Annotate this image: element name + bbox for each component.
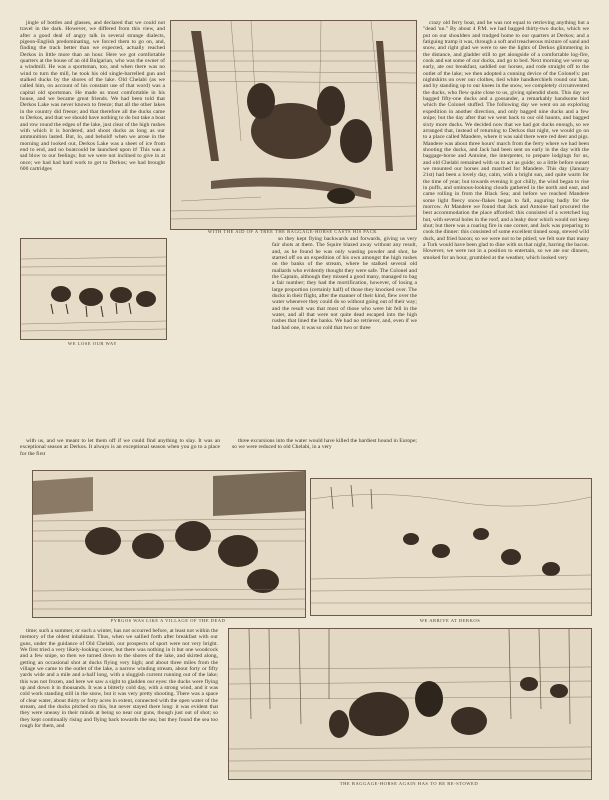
column-3-paragraph: crazy old ferry boat, and he was not equal to retrieving anything but a "dead 'un." By about 4 P.M. we had bagged thirty-two ducks, which we put on our shoulders and trudged home to our quarters at Derkos; and a fatiguing tramp it was, through a soft and treacherous mixture of sand and snow, and right glad we were to see the lights of Derkos glimmering in the distance, and gladder still to get alongside of a comfortable log-fire, cook and eat some of our ducks, and go to bed. Next morning we were up early, ate our breakfast, saddled our horses, and rode straight off to the outlet of the lake; we then adopted a cunning device of the Colonel's: put nightshirts on over our clothes, tied white handkerchiefs round our hats, and by standing up to our knees in the snow, we completely circumvented the ducks, who flew quite close to us, giving splendid shots. This day we bagged fifty-one ducks and a goosander, a remarkably handsome bird which the Colonel stuffed. The following day we went on an exploring expedition in another direction, and only bagged nine ducks and a few snipe; but the day after that we went back to our old haunts, and bagged sixty more ducks. We decided now that we had got ducks enough, so we arranged that, instead of returning to Derkos that night, we would go on to a place called Mandere, where it was said there were red deer and pigs. Mandere was about three hours' march from the ferry where we had been shooting the ducks, and Jack had been sent on early in the day with the baggage-horse and Antoine, the interpreter, to prepare lodgings for us, and old Chelabi remained with us to act as guide; so a little before sunset we mounted our horses and marched for Mandere. This day (January 21st) had been a lovely day, calm, with a bright sun, and quite warm for the time of year; but towards evening it got chilly, the wind began to rise in puffs, and ominous-looking clouds gathered in the north and east, and came rolling in from the Black Sea; and before we reached Mandere some light fleecy snow-flakes began to fall, auguring badly for the morrow. At Mandere we found that Jack and Antoine had procured the best accommodation the place afforded: this consisted of a wretched log hut, with several holes in the roof, and a leaky door which would not keep shut; but there was a roaring fire in one corner, and Jack was preparing to cook the dinner: this consisted of some excellent tinned soup, stewed wild duck, and fried bacon; so we were not to be pitied; we felt sure that many a Turk would have been glad to dine with us that night, barring the bacon. However, we were not in a position to entertain, so we ate our dinners, smoked for an hour, grumbled at the weather, which looked very — [423, 20, 589, 261]
caption-restowed: THE BAGGAGE-HORSE AGAIN HAS TO BE RE-STOWED — [339, 781, 479, 786]
caption-tree-baggage-horse: WITH THE AID OF A TREE THE BAGGAGE-HORSE CASTS HIS PACK — [207, 229, 378, 234]
column-4-paragraph: time; such a summer, or such a winter, has not occurred before, at least not within the memory of the oldest inhabitant. Thus, when we sallied forth after breakfast with our guns, under the guidance of Old Chelabi, our prospects of sport were not very bright. We first tried a very likely-looking cover, but there was nothing in it but one woodcock and a few snipe, so then we turned down to the shores of the lake, and skirted along, getting an occasional shot at ducks flying very high; and about three miles from the village we came to the outlet of the lake, a narrow winding stream, about forty or fifty yards wide and a mile and a-half long, with a sluggish current running out of the lake; this was not frozen, and here we saw a sight to gladden our eyes: the ducks were flying up and down it in thousands. It was a bitterly cold day, with a strong wind, and it was cold work standing still in the snow, but it was very pretty shooting. There was a space of clear water, about thirty or forty acres in extent, connected with the open water of the stream, and the ducks pitched on this, but never stayed there long: it was evident that they were uneasy in their minds at being so near our guns, though just out of shot; so they kept continually rising and flying back towards the sea; but they found the sea too rough for them, and — [20, 628, 218, 730]
text-column-4 — [20, 628, 218, 786]
column-2-paragraph: so they kept flying backwards and forwards, giving us very fair shots at them. The Squire blazed away without any result, and, as he found he was only wasting powder and shot, he started off on an expedition of his own amongst the high rushes on the banks of the stream, where he stalked several old mallards who evidently thought they were safe. The Colonel and the Captain, although they missed a good many, managed to bag a fair number; they had the mortification, however, of losing a large proportion (certainly half) of those they knocked over. The ducks in their flight, after the manner of their kind, flew over the water whenever they could do so without going out of their way; and the result was that most of those who were hit fell in the water, and all that were not quite dead escaped into the high rushes that lined the banks. We had no retriever, and, even if we had had one, it was so cold that two or three — [272, 236, 417, 331]
bridge-right-paragraph: three excursions into the water would have killed the hardiest hound in Europe; so we were reduced to old Chelabi, in a very — [232, 438, 417, 451]
illustration-restowed — [228, 628, 592, 780]
bridge-left-paragraph: with us, and we meant to let them off if we could find anything to slay. It was an exceptional season at Derkos. It always is an exceptional season when you go to a place for the first — [20, 438, 220, 457]
caption-arrive-derkos: WE ARRIVE AT DERKOS — [419, 618, 481, 623]
illustration-lose-our-way — [20, 238, 167, 340]
illustration-arrive-derkos — [310, 478, 592, 616]
text-bridge-left — [20, 438, 220, 464]
caption-pyrgos: PYRGOS WAS LIKE A VILLAGE OF THE DEAD — [110, 618, 226, 623]
text-bridge-right — [232, 438, 417, 464]
illustration-tree-baggage-horse — [170, 20, 417, 230]
text-column-3 — [423, 20, 589, 468]
caption-lose-our-way: WE LOSE OUR WAY — [67, 341, 118, 346]
column-1-paragraph: jingle of bottles and glasses, and declared that we could not travel in the dark. However, we differed from this view, and after a good deal of angry talk in several strange dialects, pigeon-English predominating, we forced them to go on, and, finding the track better than we expected, actually reached Derkos in little more than an hour. Here we got comfortable quarters at the house of an old Bulgarian, who was the owner of a windmill. He was a sportsman, too, and when there was no wind to turn the mill, he took his old single-barrelled gun and stalked ducks by the shores of the lake. Old Chelabi (as we called him, on account of his constant use of that word) was a capital old sportsman. He made us most comfortable in his house, and we became great friends. We had been told that Derkos Lake was never known to freeze; that all the other lakes in the country did freeze; and that therefore all the ducks came to Derkos, and that we should have nothing to do but take a boat and row round the edges of the lake, just clear of the high rushes with which it is bordered, and shoot ducks as long as our ammunition lasted. But, lo, and behold! when we arose in the morning and looked out, Derkos Lake was a sheet of ice from end to end, and no boatcould be launched upon it! This was a sad blow to our feelings; but we were not inclined to give in at once; we had had hard work to get to Derkos; we had brought 600 cartridges — [20, 20, 165, 172]
text-column-2 — [272, 236, 417, 434]
illustration-pyrgos — [32, 470, 306, 618]
text-column-1 — [20, 20, 165, 232]
